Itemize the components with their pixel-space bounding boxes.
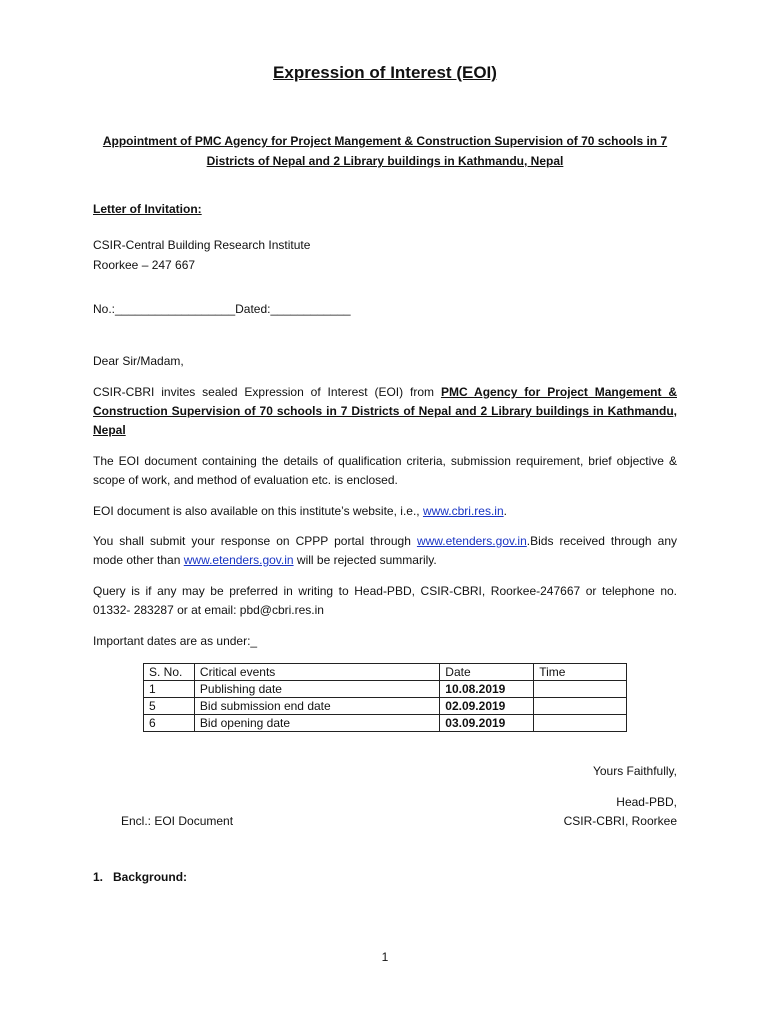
cell-time	[534, 681, 627, 698]
agency-name: PMC Agency for Project Mangement & Construction Supervision of 70 schools in 7 Districts of Nepal and 2 Library buildings in Kathmandu, Nepal	[93, 385, 677, 437]
signatory-title: Head-PBD,	[616, 795, 677, 809]
query-paragraph: Query is if any may be preferred in writing to Head-PBD, CSIR-CBRI, Roorkee-247667 or telephone no. 01332- 283287 or at email: pbd@cbri.res.in	[93, 584, 677, 617]
submission-paragraph	[93, 532, 677, 570]
cell-event: Bid submission end date	[194, 698, 439, 715]
header-critical-events: Critical events	[194, 664, 439, 681]
cell-date: 10.08.2019	[440, 681, 534, 698]
cell-date: 03.09.2019	[440, 715, 534, 732]
eoi-description: The EOI document containing the details of qualification criteria, submission requirement, brief objective & scope of work, and method of evaluation etc. is enclosed.	[93, 454, 677, 487]
cbri-website-link[interactable]: www.cbri.res.in	[422, 504, 504, 518]
table-row	[144, 715, 627, 732]
enclosure-note: Encl.: EOI Document	[121, 814, 234, 828]
cell-sno: 1	[144, 681, 195, 698]
etenders-link-2[interactable]: www.etenders.gov.in	[183, 553, 294, 567]
invitation-paragraph	[93, 383, 677, 440]
cell-time	[534, 715, 627, 732]
cell-time	[534, 698, 627, 715]
table-header-row	[144, 664, 627, 681]
section-heading-background: 1. Background:	[93, 870, 188, 884]
address-line-1: CSIR-Central Building Research Institute	[93, 238, 311, 252]
website-text: EOI document is also available on this institute’s website, i.e.,	[93, 504, 423, 518]
letter-heading: Letter of Invitation:	[93, 202, 202, 216]
website-paragraph	[93, 502, 677, 521]
cell-date: 02.09.2019	[440, 698, 534, 715]
signatory-org: CSIR-CBRI, Roorkee	[563, 814, 677, 828]
page-title: Expression of Interest (EOI)	[273, 63, 497, 82]
etenders-link[interactable]: www.etenders.gov.in	[416, 534, 527, 548]
header-sno: S. No.	[144, 664, 195, 681]
submission-suffix: will be rejected summarily.	[293, 553, 437, 567]
cell-sno: 5	[144, 698, 195, 715]
table-row	[144, 681, 627, 698]
eoi-subject: Appointment of PMC Agency for Project Mangement & Construction Supervision of 70 schools in 7 Districts of Nepal and 2 Library buildings in Kathmandu, Nepal	[102, 134, 668, 168]
address-line-2: Roorkee – 247 667	[93, 258, 196, 272]
submission-text: You shall submit your response on CPPP portal through	[93, 534, 417, 548]
dates-intro: Important dates are as under:_	[93, 634, 258, 648]
cell-event: Bid opening date	[194, 715, 439, 732]
website-suffix: .	[503, 504, 507, 518]
submission-mid: .Bids received through any mode other than	[93, 534, 678, 567]
header-time: Time	[534, 664, 627, 681]
important-dates-table	[143, 663, 627, 732]
page-number: 1	[381, 950, 389, 964]
cell-sno: 6	[144, 715, 195, 732]
salutation: Dear Sir/Madam,	[93, 354, 184, 368]
reference-line: No.:__________________Dated:____________	[93, 302, 351, 316]
table-row	[144, 698, 627, 715]
header-date: Date	[440, 664, 534, 681]
invitation-text: CSIR-CBRI invites sealed Expression of Interest (EOI) from	[93, 385, 441, 399]
cell-event: Publishing date	[194, 681, 439, 698]
closing: Yours Faithfully,	[592, 764, 677, 778]
